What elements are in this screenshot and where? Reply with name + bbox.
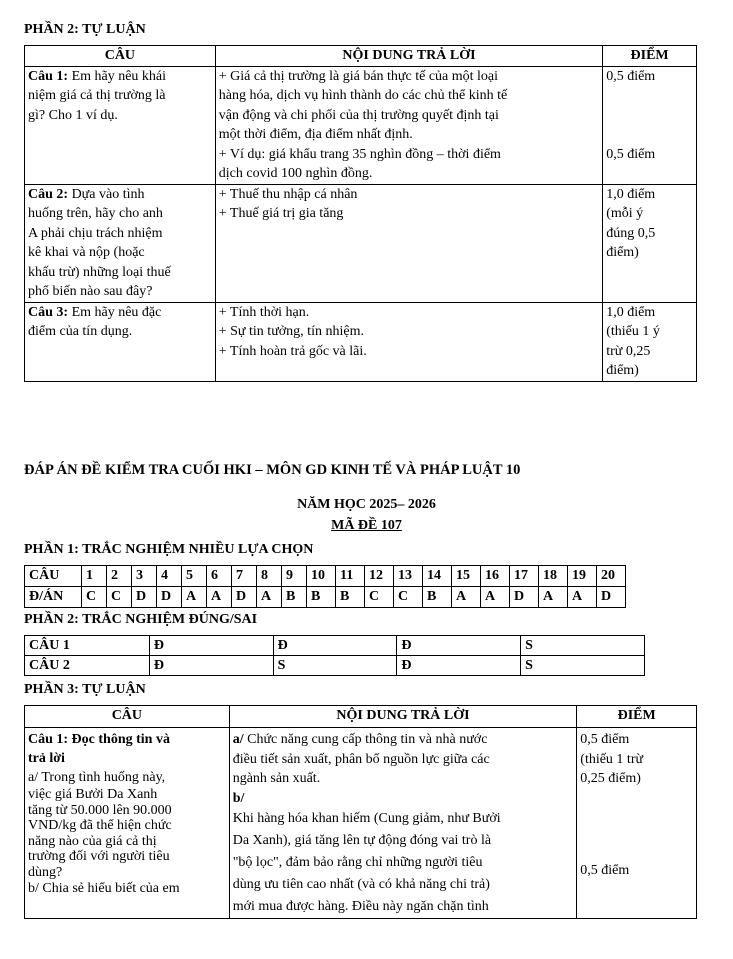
tf-cell: Đ (397, 656, 521, 676)
part1-title: PHẦN 1: TRẮC NGHIỆM NHIỀU LỰA CHỌN (24, 542, 314, 557)
table-row (25, 636, 645, 656)
table-row (25, 302, 697, 381)
exam-code: MÃ ĐỀ 107 (331, 518, 402, 533)
answer-cell: + Tính thời hạn. + Sự tin tưởng, tín nhiệm. + Tính hoàn trả gốc và lãi. (215, 302, 602, 381)
mc-answer: C (365, 587, 394, 608)
mc-answer: A (568, 587, 597, 608)
tf-cell: Đ (273, 636, 397, 656)
mc-question-number: 9 (282, 566, 307, 587)
mc-answer: D (157, 587, 182, 608)
answer-key-title: ĐÁP ÁN ĐỀ KIỂM TRA CUỐI HKI – MÔN GD KINH TẾ VÀ PHÁP LUẬT 10 (24, 462, 521, 478)
mc-answer: A (452, 587, 481, 608)
header-cau: CÂU (25, 706, 230, 728)
mc-question-number: 8 (257, 566, 282, 587)
mc-question-number: 2 (107, 566, 132, 587)
mc-answer: D (232, 587, 257, 608)
table-row (25, 656, 645, 676)
mc-question-number: 7 (232, 566, 257, 587)
mc-answer: D (132, 587, 157, 608)
true-false-table (24, 635, 645, 676)
mc-answer: D (597, 587, 626, 608)
answer-cell: + Giá cả thị trường là giá bán thực tế của một loại hàng hóa, dịch vụ hình thành do các chủ thể kinh tế vận động và chi phối của thị trường quyết định tại một thời điểm, địa điểm nhất định. + Ví dụ: giá khẩu trang 35 nghìn đồng – thời điểm dịch covid 100 nghìn đồng. (215, 66, 602, 184)
tf-label: CÂU 1 (25, 636, 150, 656)
mc-row-label: CÂU (25, 566, 82, 587)
question-cell: Câu 1: Đọc thông tin và trả lời a/ Trong tình huống này, việc giá Bưởi Da Xanh tăng từ 50.000 lên 90.000 VND/kg đã thể hiện chức năng nào của giá cả thị trường đối với người tiêu dùng? b/ Chia sẻ hiểu biết của em (25, 728, 230, 919)
essay-table-2 (24, 705, 697, 919)
header-diem: ĐIỂM (577, 706, 697, 728)
mc-question-number: 13 (394, 566, 423, 587)
part3-title: PHẦN 3: TỰ LUẬN (24, 682, 146, 697)
mc-question-number: 15 (452, 566, 481, 587)
mc-question-number: 3 (132, 566, 157, 587)
mc-question-number: 17 (510, 566, 539, 587)
header-noi-dung: NỘI DUNG TRẢ LỜI (215, 46, 602, 67)
table-row (25, 728, 697, 919)
header-cau: CÂU (25, 46, 216, 67)
mc-question-number: 4 (157, 566, 182, 587)
mc-question-number: 5 (182, 566, 207, 587)
question-cell: Câu 1: Em hãy nêu khái niệm giá cả thị trường là gì? Cho 1 ví dụ. (25, 66, 216, 184)
mc-answer: A (481, 587, 510, 608)
mc-row-label: Đ/ÁN (25, 587, 82, 608)
mc-answer: B (307, 587, 336, 608)
mc-answer: B (282, 587, 307, 608)
tf-label: CÂU 2 (25, 656, 150, 676)
mc-answer: D (510, 587, 539, 608)
mc-question-number: 20 (597, 566, 626, 587)
table-row (25, 66, 697, 184)
multiple-choice-table (24, 565, 626, 608)
mc-question-number: 18 (539, 566, 568, 587)
header-noi-dung: NỘI DUNG TRẢ LỜI (229, 706, 577, 728)
score-cell: 1,0 điểm (mỗi ý đúng 0,5 điểm) (603, 184, 697, 302)
header-diem: ĐIỂM (603, 46, 697, 67)
tf-cell: S (521, 636, 645, 656)
mc-question-number: 19 (568, 566, 597, 587)
answer-cell: + Thuế thu nhập cá nhân + Thuế giá trị gia tăng (215, 184, 602, 302)
question-cell: Câu 2: Dựa vào tình huống trên, hãy cho anh A phải chịu trách nhiệm kê khai và nộp (hoặc khấu trừ) những loại thuế phổ biến nào sau đây? (25, 184, 216, 302)
table-row (25, 184, 697, 302)
mc-question-number: 14 (423, 566, 452, 587)
school-year: NĂM HỌC 2025– 2026 (297, 497, 436, 512)
mc-question-number: 16 (481, 566, 510, 587)
answer-cell: a/ Chức năng cung cấp thông tin và nhà nước điều tiết sản xuất, phân bổ nguồn lực giữa các ngành sản xuất. b/ Khi hàng hóa khan hiếm (Cung giảm, như Bưởi Da Xanh), giá tăng lên tự động đóng vai trò là "bộ lọc", đảm bảo rằng chỉ những người tiêu dùng ưu tiên cao nhất (và có khả năng chi trả) mới mua được hàng. Điều này ngăn chặn tình (229, 728, 577, 919)
mc-question-number: 1 (82, 566, 107, 587)
tf-cell: Đ (149, 656, 273, 676)
mc-answer: A (182, 587, 207, 608)
mc-answer: C (82, 587, 107, 608)
mc-answer: A (539, 587, 568, 608)
mc-answer: C (394, 587, 423, 608)
question-cell: Câu 3: Em hãy nêu đặc điểm của tín dụng. (25, 302, 216, 381)
mc-question-number: 10 (307, 566, 336, 587)
score-cell: 0,5 điểm 0,5 điểm (603, 66, 697, 184)
tf-cell: S (521, 656, 645, 676)
mc-answer: A (207, 587, 232, 608)
mc-answer: B (423, 587, 452, 608)
mc-question-number: 11 (336, 566, 365, 587)
mc-question-number: 12 (365, 566, 394, 587)
tf-cell: Đ (397, 636, 521, 656)
tf-cell: S (273, 656, 397, 676)
essay-table-1 (24, 45, 697, 382)
score-cell: 0,5 điểm (thiếu 1 trừ 0,25 điểm) 0,5 điểm (577, 728, 697, 919)
tf-cell: Đ (149, 636, 273, 656)
score-cell: 1,0 điểm (thiếu 1 ý trừ 0,25 điểm) (603, 302, 697, 381)
section-title: PHẦN 2: TỰ LUẬN (24, 22, 146, 37)
mc-question-number: 6 (207, 566, 232, 587)
part2-title: PHẦN 2: TRẮC NGHIỆM ĐÚNG/SAI (24, 612, 258, 627)
mc-answer: B (336, 587, 365, 608)
mc-answer: C (107, 587, 132, 608)
mc-answer: A (257, 587, 282, 608)
